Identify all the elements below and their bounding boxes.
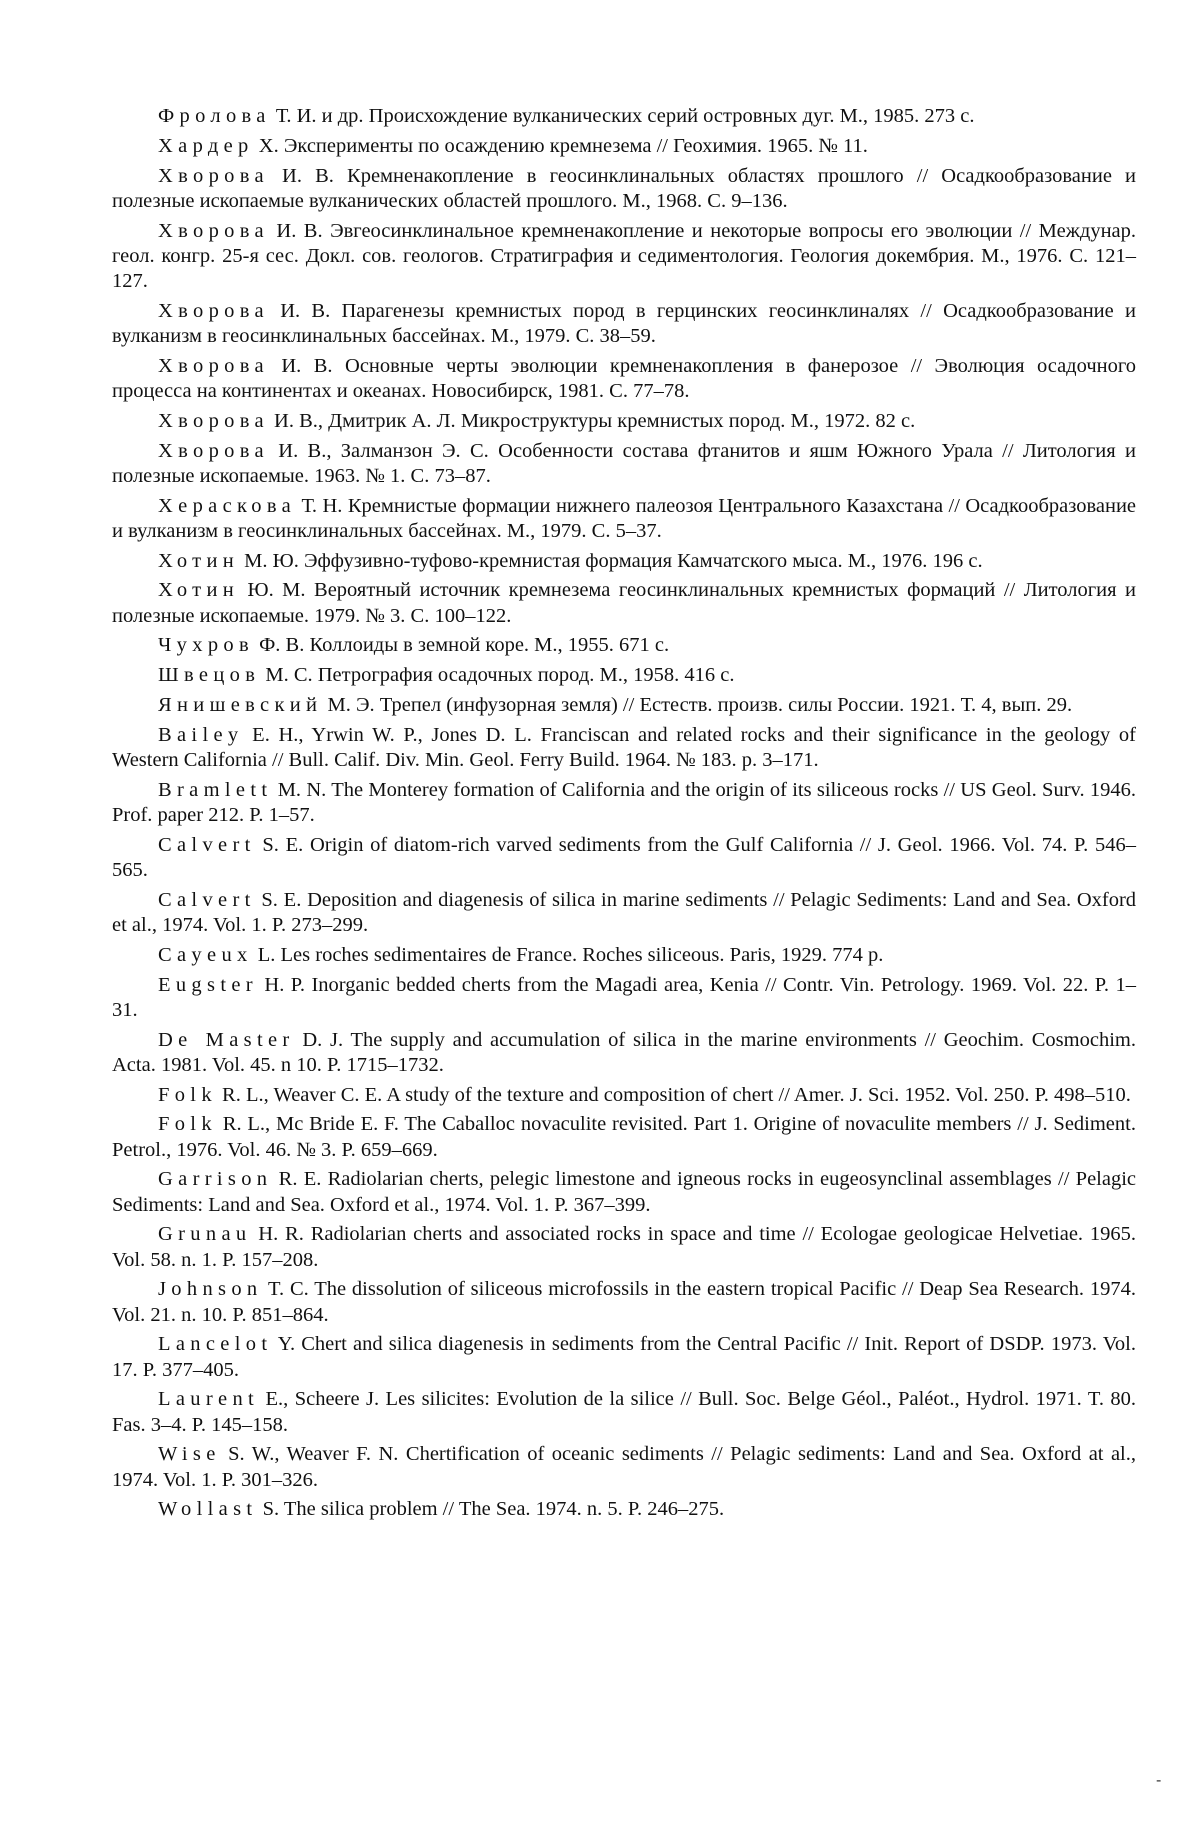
- reference-author: Хотин: [158, 579, 240, 602]
- reference-initials: М. Ю.: [244, 549, 299, 572]
- reference-text: The dissolution of siliceous microfossils in the eastern tropical Pacific // Deap Sea Research. 1974. Vol. 21. n. 10. P. 851–864.: [112, 1278, 1136, 1326]
- reference-author: Folk: [158, 1113, 217, 1136]
- reference-entry: [112, 549, 1136, 574]
- reference-author: Cayeux: [158, 943, 253, 966]
- reference-entry: [112, 299, 1136, 349]
- reference-author: Хворова: [158, 439, 269, 462]
- reference-entry: [112, 134, 1136, 159]
- reference-text: Chertification of oceanic sediments // Pelagic sediments: Land and Sea. Oxford at al., 1974. Vol. 1. P. 301–326.: [112, 1443, 1137, 1491]
- reference-entry: [112, 354, 1136, 404]
- reference-text: Эксперименты по осаждению кремнезема // Геохимия. 1965. № 11.: [283, 134, 868, 157]
- reference-text: The Monterey formation of California and the origin of its siliceous rocks // US Geol. Surv. 1946. Prof. paper 212. P. 1–57.: [112, 778, 1137, 826]
- reference-author: Johnson: [158, 1278, 263, 1301]
- reference-text: Парагенезы кремнистых пород в герцинских геосинклиналях // Осадкообразование и вулканизм в геосинклинальных бассейнах. М., 1979. С. 38–59.: [112, 299, 1137, 347]
- reference-initials: H. P.: [264, 973, 306, 996]
- reference-text: The silica problem // The Sea. 1974. n. 5. P. 246–275.: [283, 1498, 725, 1521]
- reference-entry: [112, 1387, 1136, 1437]
- reference-author: Хардер: [158, 134, 254, 157]
- reference-initials: И. В., Залманзон Э. С.: [278, 439, 489, 462]
- reference-text: Кремненакопление в геосинклинальных областях прошлого // Осадкообразование и полезные ископаемые вулканических областей прошлого. М., 1968. С. 9–136.: [112, 164, 1137, 212]
- reference-text: Origin of diatom-rich varved sediments from the Gulf California // J. Geol. 1966. Vol. 74. P. 546–565.: [112, 833, 1136, 881]
- reference-author: Bailey: [158, 723, 244, 746]
- reference-text: Les silicites: Evolution de la silice // Bull. Soc. Belge Géol., Paléot., Hydrol. 1971. T. 80. Fas. 3–4. P. 145–158.: [112, 1388, 1137, 1436]
- reference-author: Швецов: [158, 664, 261, 687]
- reference-entry: [112, 1112, 1136, 1162]
- reference-author: Хотин: [158, 549, 240, 572]
- reference-initials: Y.: [277, 1333, 296, 1356]
- reference-text: Кремнистые формации нижнего палеозоя Центрального Казахстана // Осадкообразование и вулканизм в геосинклинальных бассейнах. М., 1979. С. 5–37.: [112, 494, 1137, 542]
- reference-entry: [112, 973, 1136, 1023]
- reference-author: De Master: [158, 1028, 295, 1051]
- reference-initials: S.: [262, 1498, 280, 1521]
- reference-author: Херaскова: [158, 494, 296, 517]
- reference-author: Хворова: [158, 299, 269, 322]
- reference-initials: S. E.: [261, 888, 302, 911]
- reference-entry: [112, 1277, 1136, 1327]
- reference-author: Folk: [158, 1083, 217, 1106]
- reference-text: Основные черты эволюции кремненакопления в фанерозое // Эволюция осадочного процесса на континентах и океанах. Новосибирск, 1981. С. 77–78.: [112, 354, 1137, 402]
- reference-author: Laurent: [158, 1388, 260, 1411]
- reference-text: Микроструктуры кремнистых пород. М., 1972. 82 с.: [460, 409, 916, 432]
- reference-text: Franciscan and related rocks and their significance in the geology of Western California // Bull. Calif. Div. Min. Geol. Ferry Build. 1964. № 183. p. 3–171.: [112, 723, 1137, 771]
- reference-initials: И. В., Дмитрик А. Л.: [274, 409, 456, 432]
- reference-text: The Caballoc novaculite revisited. Part 1. Origine of novaculite members // J. Sediment. Petrol., 1976. Vol. 46. № 3. P. 659–669.: [112, 1113, 1136, 1161]
- reference-entry: [112, 1167, 1136, 1217]
- reference-text: Трепел (инфузорная земля) // Естеств. произв. силы России. 1921. Т. 4, вып. 29.: [379, 693, 1073, 716]
- reference-initials: E., Scheere J.: [265, 1388, 380, 1411]
- reference-initials: Х.: [258, 134, 279, 157]
- reference-author: Lancelot: [158, 1333, 273, 1356]
- reference-author: Calvert: [158, 888, 256, 911]
- reference-initials: М. С.: [265, 664, 313, 687]
- reference-author: Grunau: [158, 1223, 252, 1246]
- reference-initials: M. N.: [277, 778, 327, 801]
- reference-text: Коллоиды в земной коре. М., 1955. 671 с.: [309, 634, 670, 657]
- reference-entry: [112, 494, 1136, 544]
- reference-entry: [112, 778, 1136, 828]
- reference-text: Les roches sedimentaires de France. Roches siliceous. Paris, 1929. 774 p.: [280, 943, 884, 966]
- reference-entry: [112, 439, 1136, 489]
- reference-entry: [112, 1497, 1136, 1522]
- reference-initials: T. C.: [267, 1278, 309, 1301]
- reference-initials: И. В.: [281, 354, 333, 377]
- reference-author: Хворова: [158, 409, 269, 432]
- reference-text: Deposition and diagenesis of silica in marine sediments // Pelagic Sediments: Land and Sea. Oxford et al., 1974. Vol. 1. P. 273–299.: [112, 888, 1137, 936]
- reference-entry: [112, 1222, 1136, 1272]
- reference-author: Bramlett: [158, 778, 273, 801]
- reference-text: The supply and accumulation of silica in the marine environments // Geochim. Cosmochim. Acta. 1981. Vol. 45. n 10. P. 1715–1732.: [112, 1028, 1136, 1076]
- reference-author: Calvert: [158, 833, 256, 856]
- reference-author: Чухров: [158, 634, 254, 657]
- reference-text: Особенности состава фтанитов и яшм Южного Урала // Литология и полезные ископаемые. 1963. № 1. С. 73–87.: [112, 439, 1136, 487]
- reference-text: Radiolarian cherts and associated rocks in space and time // Ecologae geologicae Helvetiae. 1965. Vol. 58. n. 1. P. 157–208.: [112, 1223, 1136, 1271]
- reference-entry: [112, 1083, 1136, 1108]
- reference-entry: [112, 578, 1136, 628]
- reference-text: Вероятный источник кремнезема геосинклинальных кремнистых формаций // Литология и полезные ископаемые. 1979. № 3. С. 100–122.: [112, 579, 1136, 627]
- reference-initials: Т. Н.: [301, 494, 343, 517]
- reference-author: Фролова: [158, 105, 271, 127]
- reference-initials: E. H., Yrwin W. P., Jones D. L.: [252, 723, 532, 746]
- reference-entry: [112, 219, 1136, 295]
- reference-entry: [112, 104, 1136, 129]
- reference-text: Эвгеосинклинальное кремненакопление и некоторые вопросы его эволюции // Междунар. геол. конгр. 25-я сес. Докл. сов. геологов. Стратиграфия и седиментология. Геология докембрия. М., 1976. С. 121–127.: [112, 219, 1137, 292]
- reference-author: Янишевский: [158, 693, 323, 716]
- reference-text: и др. Происхождение вулканических серий островных дуг. М., 1985. 273 с.: [321, 105, 975, 127]
- reference-entry: [112, 943, 1136, 968]
- reference-text: Radiolarian cherts, pelegic limestone and igneous rocks in eugeosynclinal assemblages // Pelagic Sediments: Land and Sea. Oxford et al., 1974. Vol. 1. P. 367–399.: [112, 1168, 1137, 1216]
- reference-list: [112, 104, 1136, 1527]
- reference-text: Петрография осадочных пород. М., 1958. 416 с.: [317, 664, 735, 687]
- reference-author: Garrison: [158, 1168, 273, 1191]
- reference-initials: Ф. В.: [259, 634, 305, 657]
- reference-initials: И. В.: [280, 299, 331, 322]
- margin-mark: -: [1156, 1772, 1162, 1789]
- reference-entry: [112, 1332, 1136, 1382]
- reference-initials: Ю. М.: [247, 579, 306, 602]
- reference-entry: [112, 1442, 1136, 1492]
- reference-text: A study of the texture and composition of chert // Amer. J. Sci. 1952. Vol. 250. P. 498–510.: [386, 1083, 1131, 1106]
- reference-text: Chert and silica diagenesis in sediments from the Central Pacific // Init. Report of DSDP. 1973. Vol. 17. P. 377–405.: [112, 1333, 1136, 1381]
- reference-text: Inorganic bedded cherts from the Magadi area, Kenia // Contr. Vin. Petrology. 1969. Vol. 22. P. 1–31.: [112, 973, 1136, 1021]
- reference-initials: И. В.: [282, 164, 334, 187]
- reference-entry: [112, 723, 1136, 773]
- reference-entry: [112, 164, 1136, 214]
- reference-author: Wise: [158, 1443, 221, 1466]
- reference-initials: H. R.: [258, 1223, 304, 1246]
- reference-author: Eugster: [158, 973, 258, 996]
- reference-initials: D. J.: [302, 1028, 344, 1051]
- reference-text: Эффузивно-туфово-кремнистая формация Камчатского мыса. М., 1976. 196 с.: [303, 549, 983, 572]
- reference-entry: [112, 833, 1136, 883]
- reference-entry: [112, 633, 1136, 658]
- reference-entry: [112, 693, 1136, 718]
- reference-entry: [112, 888, 1136, 938]
- reference-entry: [112, 409, 1136, 434]
- reference-initials: И. В.: [276, 219, 323, 242]
- reference-initials: R. L., Mc Bride E. F.: [222, 1113, 399, 1136]
- reference-author: Хворова: [158, 219, 269, 242]
- reference-initials: М. Э.: [327, 693, 375, 716]
- reference-author: Хворова: [158, 354, 269, 377]
- reference-initials: S. E.: [262, 833, 304, 856]
- reference-initials: R. L., Weaver C. E.: [222, 1083, 383, 1106]
- reference-author: Хворова: [158, 164, 269, 187]
- reference-initials: R. E.: [278, 1168, 322, 1191]
- reference-entry: [112, 1028, 1136, 1078]
- reference-author: Wollast: [158, 1498, 258, 1521]
- reference-entry: [112, 663, 1136, 688]
- reference-initials: Т. И.: [275, 105, 317, 127]
- reference-initials: S. W., Weaver F. N.: [228, 1443, 399, 1466]
- reference-initials: L.: [257, 943, 276, 966]
